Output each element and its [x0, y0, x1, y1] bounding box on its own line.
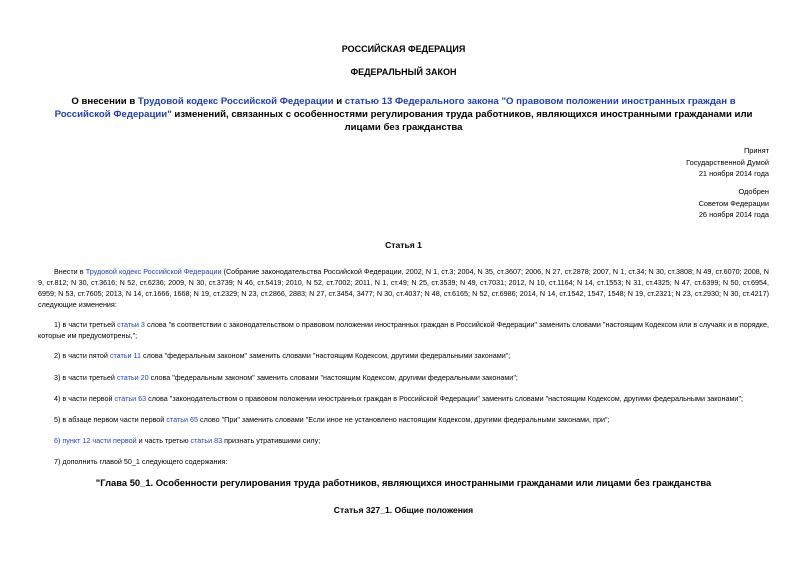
article-3-link[interactable]: статьи 3 — [117, 320, 145, 329]
title-text-2: и — [333, 96, 345, 107]
adopted-line-2: Государственной Думой — [686, 157, 769, 167]
item-5-text-2: слово "При" заменить словами "Если иное не установлено настоящим Кодексом, другими федеральными законами, при"; — [198, 415, 610, 424]
item-6-text-2: признать утратившими силу; — [222, 436, 321, 445]
article-63-link[interactable]: статьи 63 — [114, 394, 147, 403]
approved-line-1: Одобрен — [738, 187, 769, 196]
title-text-1: О внесении в — [71, 96, 138, 107]
item-3-text-1: 3) в части третьей — [54, 373, 117, 382]
item-2-text-2: слова "федеральным законом" заменить словами "настоящим Кодексом, другими федеральными законами"; — [141, 351, 511, 360]
list-item-7: 7) дополнить главой 50_1 следующего содержания: — [54, 457, 228, 466]
country-heading: РОССИЙСКАЯ ФЕДЕРАЦИЯ — [341, 44, 466, 54]
labor-code-link-2[interactable]: Трудовой кодекс Российской Федерации — [85, 267, 222, 276]
labor-code-link[interactable]: Трудовой кодекс Российской Федерации — [137, 96, 334, 107]
clause-12-link[interactable]: 6) пункт 12 части первой — [54, 436, 137, 445]
article-11-link[interactable]: статьи 11 — [109, 351, 142, 360]
adopted-line-1: Принят — [743, 146, 769, 155]
article-65-link[interactable]: статьи 65 — [166, 415, 199, 424]
chapter-heading: "Глава 50_1. Особенности регулирования труда работников, являющихся иностранными гражданами или лицами без гражданства — [95, 477, 712, 488]
item-3-text-2: слова "федеральным законом" заменить словами "настоящим Кодексом, другими федеральными законами"; — [148, 373, 518, 382]
list-item-5 — [38, 414, 769, 425]
law-title — [46, 95, 761, 134]
article-1-heading: Статья 1 — [385, 240, 422, 250]
item-4-text-2: слова "законодательством о правовом положении иностранных граждан в Российской Федерации" заменить словами "настоящим Кодексом, другими федеральными законами"; — [146, 394, 743, 403]
article-327-1-heading: Статья 327_1. Общие положения — [333, 505, 474, 515]
foreign-citizens-law-link[interactable]: статью 13 Федерального закона "О правовом положении иностранных граждан в Российской Федерации" — [54, 96, 736, 120]
item-4-text-1: 4) в части первой — [54, 394, 115, 403]
document-type-heading: ФЕДЕРАЛЬНЫЙ ЗАКОН — [350, 67, 457, 77]
list-item-3 — [38, 372, 769, 383]
approved-block — [699, 186, 769, 221]
adopted-line-3: 21 ноября 2014 года — [698, 169, 769, 178]
intro-text-2: (Собрание законодательства Российской Федерации, 2002, N 1, ст.3; 2004, N 35, ст.3607; 2006, N 27, ст.2878; 2007, N 1, ст.34; N 30, ст.3808; N 49, ст.6070; 2008, N 9, ст.812; N 30, ст.3616; N 52, ст.6236; 2009, N 30, ст.3739; N 46, ст.5419; 2010, N 52, ст.7002; 2011, N 1, ст.49; N 25, ст.3539; N 49, ст.7031; 2012, N 10, ст.1164; N 14, ст.1553; N 31, ст.4325; N 47, ст.6399; N 50, ст.6954, 6959; N 53, ст.7605; 2013, N 14, ст.1666, 1668; N 19, ст.2329; N 23, ст.2866, 2883; N 27, ст.3454, 3477; N 30, ст.4037; N 48, ст.6165; N 52, ст.6986; 2014, N 14, ст.1542, 1547, 1548; N 19, ст.2321; N 23, ст.2930; N 30, ст.4217) следующие изменения: — [38, 267, 769, 309]
approved-line-2: Советом Федерации — [698, 198, 769, 208]
list-item-6 — [38, 435, 769, 446]
item-1-text-1: 1) в части третьей — [54, 320, 118, 329]
item-5-text-1: 5) в абзаце первом части первой — [54, 415, 167, 424]
intro-text-1: Внести в — [54, 267, 86, 276]
article-20-link[interactable]: статьи 20 — [116, 373, 149, 382]
item-1-text-2: слова "в соответствии с законодательством о правовом положении иностранных граждан в Российской Федерации" заменить словами "настоящим Кодексом или в случаях и в порядке, которые им предусмотрены,"; — [38, 320, 769, 340]
article-83-link[interactable]: статьи 83 — [190, 436, 223, 445]
adopted-block — [686, 145, 769, 180]
list-item-2 — [38, 350, 769, 361]
intro-paragraph — [38, 266, 769, 310]
list-item-1 — [38, 319, 769, 341]
item-2-text-1: 2) в части пятой — [54, 351, 110, 360]
item-6-text-1: и часть третью — [136, 436, 191, 445]
approved-line-3: 26 ноября 2014 года — [698, 210, 769, 219]
title-text-3: изменений, связанных с особенностями регулирования труда работников, являющихся иностранными гражданами или лицами без гражданства — [171, 109, 753, 133]
list-item-4 — [38, 393, 769, 404]
